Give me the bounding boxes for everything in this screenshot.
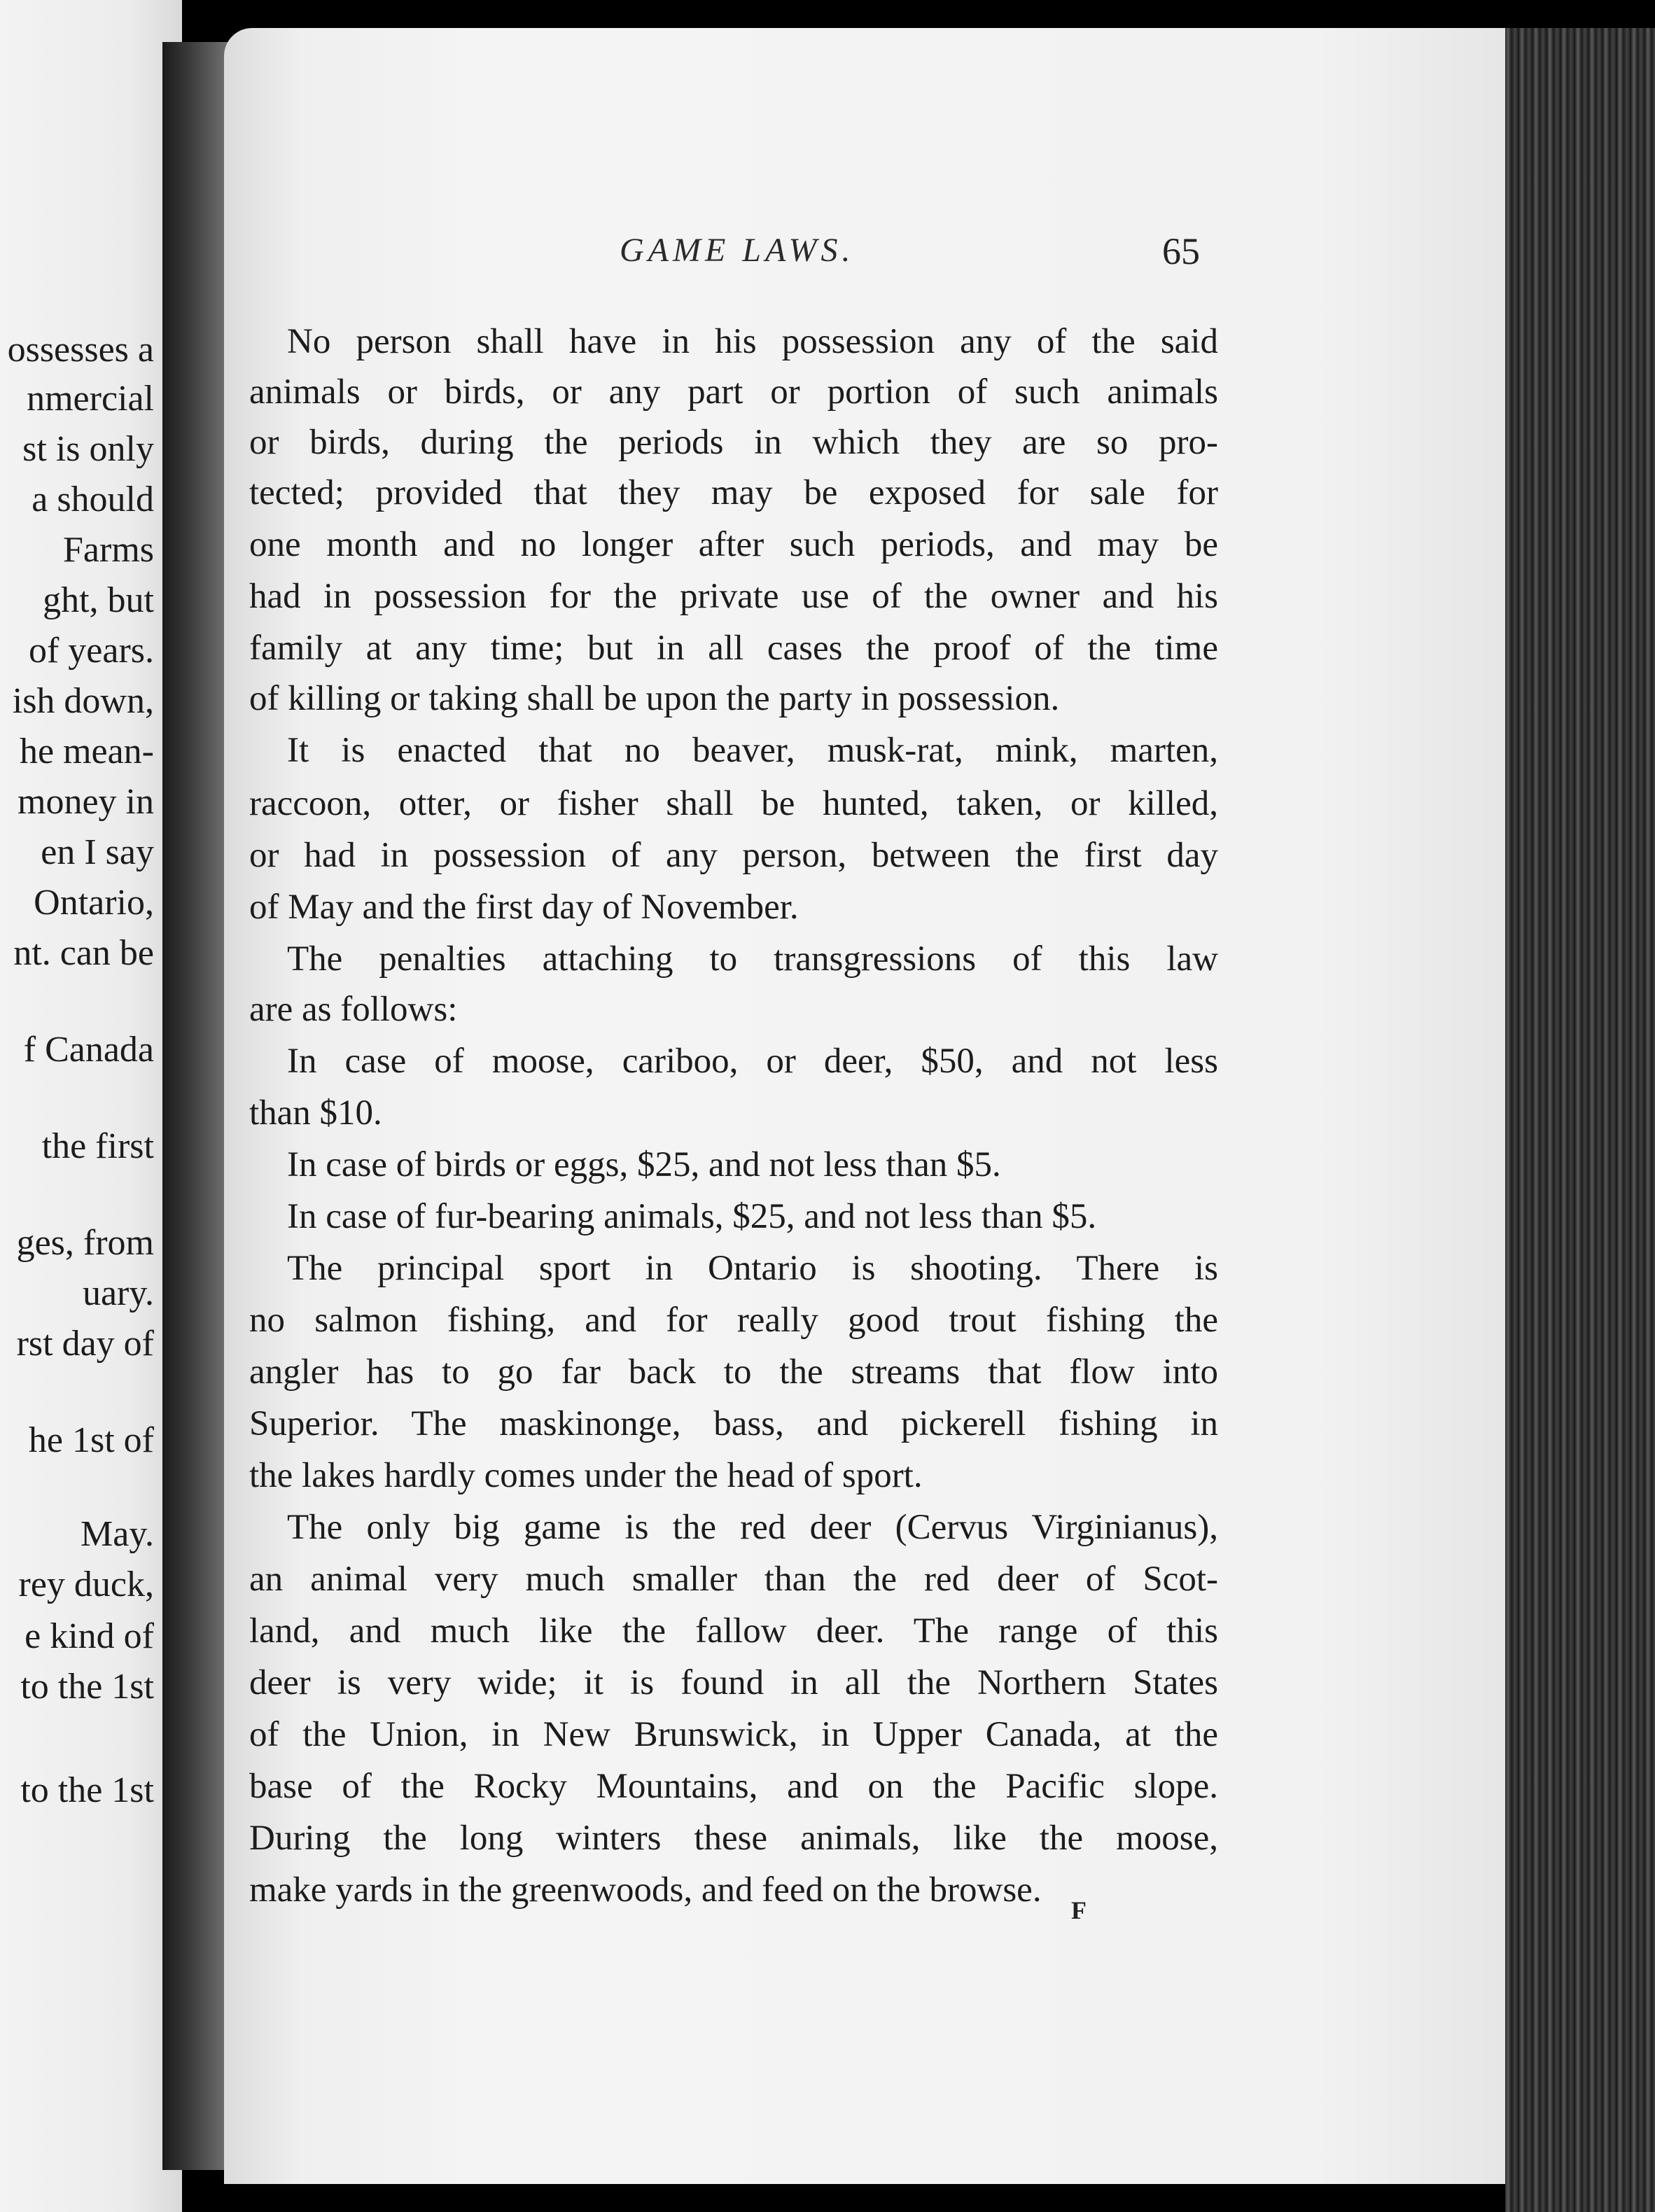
previous-page <box>0 0 182 2212</box>
text-line: base of the Rocky Mountains, and on the Pacific slope. <box>249 1767 1218 1806</box>
text-line: than $10. <box>249 1093 382 1133</box>
previous-page-line: to the 1st <box>20 1667 154 1707</box>
previous-page-line: ossesses a <box>7 330 154 370</box>
text-line: raccoon, otter, or fisher shall be hunted, taken, or killed, <box>249 784 1218 823</box>
text-line: or had in possession of any person, between the first day <box>249 836 1218 875</box>
text-line: of killing or taking shall be upon the party in possession. <box>249 679 1060 718</box>
previous-page-line: of years. <box>28 631 154 671</box>
text-line: tected; provided that they may be exposed for sale for <box>249 473 1218 512</box>
text-line: deer is very wide; it is found in all the Northern States <box>249 1663 1218 1702</box>
text-line: no salmon fishing, and for really good trout fishing the <box>249 1301 1218 1340</box>
previous-page-line: he 1st of <box>28 1420 154 1460</box>
text-line: family at any time; but in all cases the proof of the time <box>249 629 1218 668</box>
text-line: of the Union, in New Brunswick, in Upper Canada, at the <box>249 1715 1218 1754</box>
previous-page-line: Farms <box>63 530 154 570</box>
text-line: The only big game is the red deer (Cervus Virginianus), <box>287 1508 1218 1547</box>
previous-page-line: May. <box>81 1514 154 1554</box>
previous-page-line: rst day of <box>16 1324 154 1364</box>
book-page-edges <box>1505 28 1655 2212</box>
text-line: The penalties attaching to transgressions of this law <box>287 939 1218 979</box>
previous-page-line: Ontario, <box>34 883 154 923</box>
text-line: an animal very much smaller than the red deer of Scot- <box>249 1560 1218 1599</box>
text-line: In case of fur-bearing animals, $25, and not less than $5. <box>287 1197 1097 1236</box>
text-line: No person shall have in his possession any of the said <box>287 322 1218 361</box>
previous-page-line: e kind of <box>25 1616 154 1656</box>
running-head: GAME LAWS. <box>620 232 855 269</box>
page-number: 65 <box>1162 230 1200 272</box>
text-line: or birds, during the periods in which they are so pro- <box>249 423 1218 462</box>
text-line: one month and no longer after such periods, and may be <box>249 525 1218 564</box>
previous-page-line: ght, but <box>43 580 154 620</box>
previous-page-line: en I say <box>41 832 154 872</box>
text-line: of May and the first day of November. <box>249 888 799 927</box>
previous-page-line: uary. <box>82 1273 154 1313</box>
previous-page-line: f Canada <box>23 1030 154 1070</box>
text-line: the lakes hardly comes under the head of sport. <box>249 1456 923 1495</box>
previous-page-line: nt. can be <box>13 933 154 973</box>
text-line: are as follows: <box>249 990 458 1029</box>
text-line: In case of moose, cariboo, or deer, $50, and not less <box>287 1042 1218 1081</box>
previous-page-line: to the 1st <box>20 1770 154 1810</box>
text-line: The principal sport in Ontario is shooting. There is <box>287 1249 1218 1288</box>
text-line: animals or birds, or any part or portion of such animals <box>249 372 1218 412</box>
previous-page-line: nmercial <box>27 379 154 419</box>
previous-page-line: he mean- <box>19 732 154 771</box>
text-line: It is enacted that no beaver, musk-rat, mink, marten, <box>287 731 1218 770</box>
previous-page-line: ish down, <box>12 681 154 721</box>
text-line: In case of birds or eggs, $25, and not less than $5. <box>287 1145 1001 1184</box>
previous-page-line: a should <box>32 479 154 519</box>
text-line: During the long winters these animals, like the moose, <box>249 1819 1218 1858</box>
previous-page-line: st is only <box>22 429 154 469</box>
text-line: angler has to go far back to the streams that flow into <box>249 1352 1218 1392</box>
text-line: had in possession for the private use of the owner and his <box>249 577 1218 616</box>
text-line: Superior. The maskinonge, bass, and pickerell fishing in <box>249 1404 1218 1443</box>
text-line: land, and much like the fallow deer. The range of this <box>249 1611 1218 1651</box>
previous-page-line: ges, from <box>16 1223 154 1263</box>
previous-page-line: the first <box>41 1126 154 1166</box>
previous-page-line: money in <box>18 782 154 822</box>
signature-mark: F <box>1071 1896 1087 1924</box>
text-line: make yards in the greenwoods, and feed on the browse. <box>249 1870 1042 1910</box>
previous-page-line: rey duck, <box>18 1564 154 1604</box>
